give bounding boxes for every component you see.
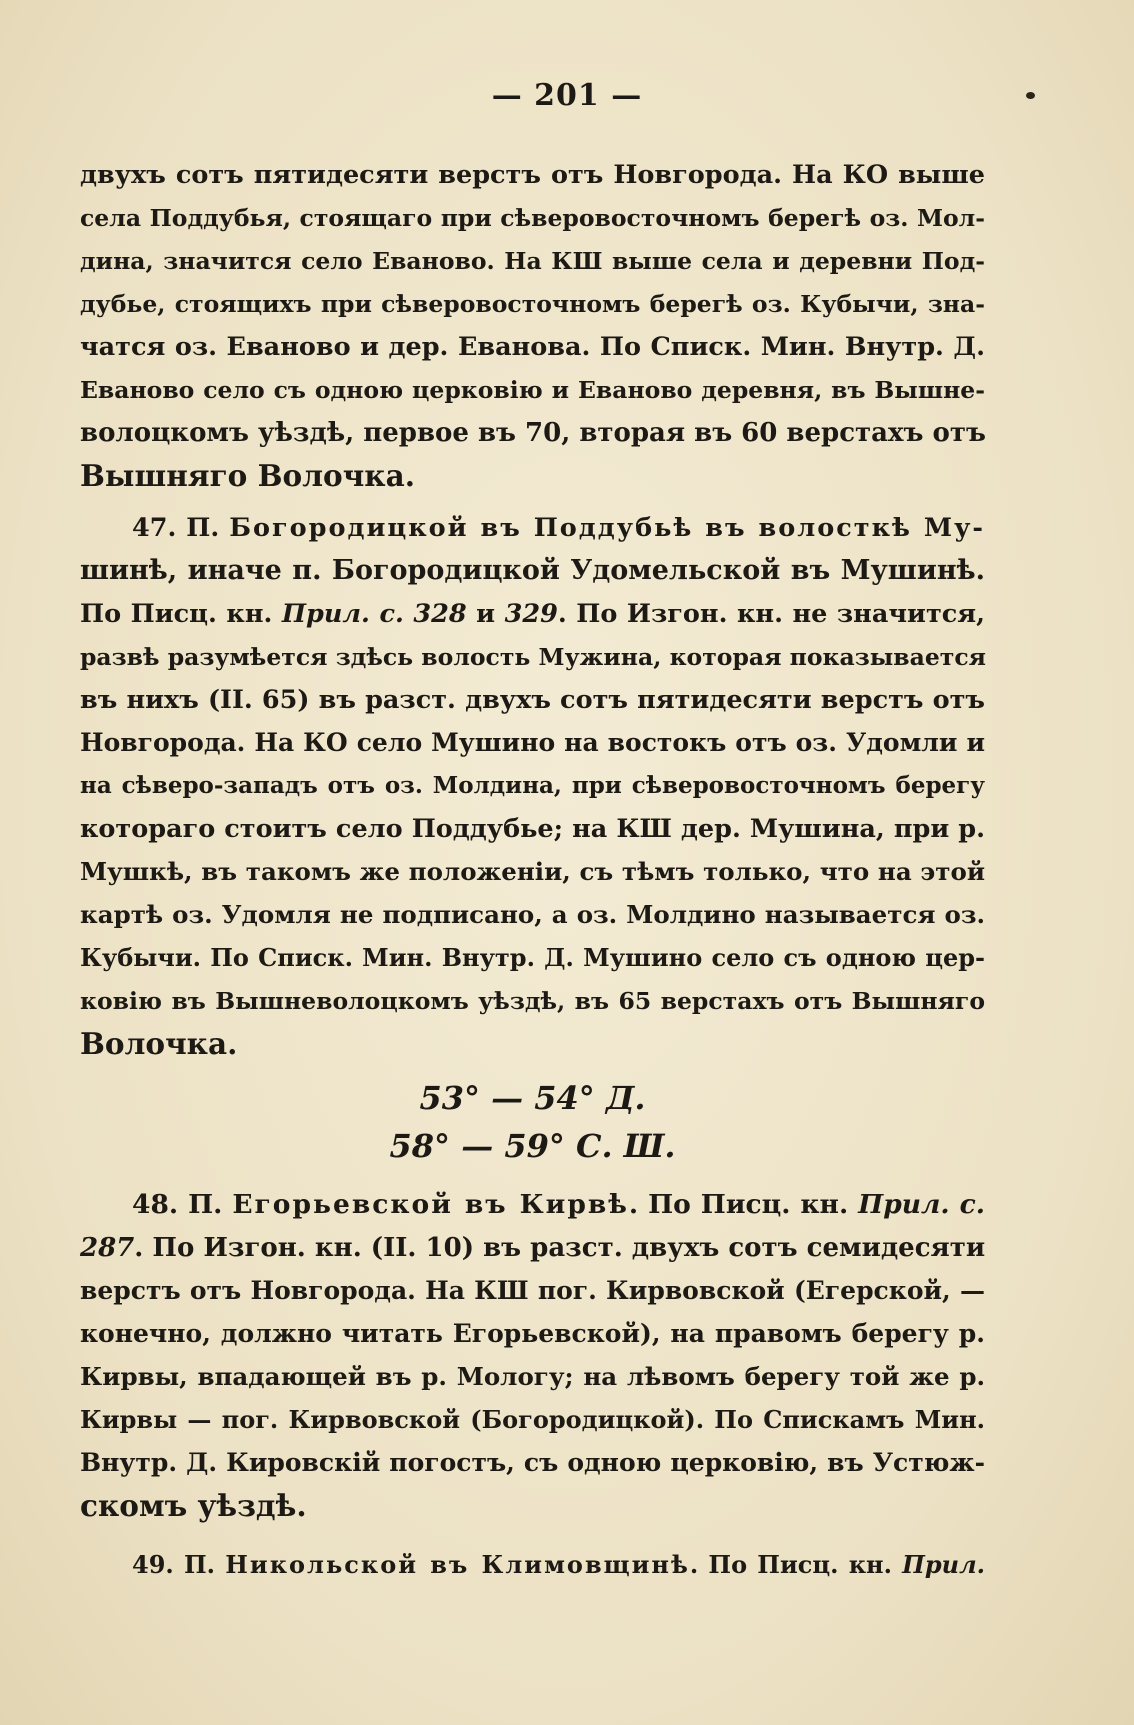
entry-title: Егорьевской въ Кирвѣ	[232, 1189, 629, 1220]
text-span: . По Изгон. кн. (II. 10) въ разст. двухъ сотъ семидесяти	[134, 1233, 986, 1263]
text-line: верстъ отъ Новгорода. На КШ пог. Кирвовской (Егерской, —	[80, 1276, 985, 1305]
entry-49-heading	[80, 1545, 985, 1585]
text-line: на сѣверо-западъ отъ оз. Молдина, при сѣверовосточномъ берегу	[80, 772, 985, 799]
text-span: и	[466, 599, 505, 629]
text-line: шинѣ, иначе п. Богородицкой Удомельской въ Мушинѣ.	[80, 555, 985, 586]
text-span: . По Писц. кн.	[628, 1189, 859, 1220]
text-line: дина, значится село Еваново. На КШ выше села и деревни Под-	[80, 247, 985, 275]
text-line: села Поддубья, стоящаго при сѣверовосточномъ берегѣ оз. Мол-	[80, 204, 985, 232]
entry-title: Богородицкой въ Поддубьѣ въ волосткѣ Му-	[229, 513, 985, 543]
entry-number: 49. П.	[132, 1550, 226, 1579]
entry-number: 47. П.	[132, 513, 230, 543]
text-line: Кирвы — пог. Кирвовской (Богородицкой). По Спискамъ Мин.	[80, 1405, 985, 1434]
italic-reference: 287	[80, 1233, 135, 1263]
text-line: въ нихъ (II. 65) въ разст. двухъ сотъ пятидесяти верстъ отъ	[80, 685, 985, 715]
text-line: Кубычи. По Списк. Мин. Внутр. Д. Мушино село съ одною цер-	[80, 943, 985, 972]
text-line: конечно, должно читать Егорьевской), на правомъ берегу р.	[80, 1319, 985, 1348]
text-line: ковію въ Вышневолоцкомъ уѣздѣ, въ 65 верстахъ отъ Вышняго	[80, 987, 985, 1015]
text-line	[80, 594, 985, 634]
italic-reference: Прил.	[902, 1550, 985, 1579]
entry-title: Никольской въ Климовщинѣ	[225, 1550, 690, 1579]
text-line: Вышняго Волочка.	[80, 458, 415, 493]
text-line: дубье, стоящихъ при сѣверовосточномъ берегѣ оз. Кубычи, зна-	[80, 290, 985, 318]
text-span: . По Изгон. кн. не значится,	[557, 599, 985, 629]
text-line: волоцкомъ уѣздѣ, первое въ 70, вторая въ 60 верстахъ отъ	[80, 418, 986, 448]
entry-47-heading	[80, 508, 985, 548]
text-line: чатся оз. Еваново и дер. Еванова. По Списк. Мин. Внутр. Д.	[80, 332, 985, 362]
latitude-heading: 58° — 59° С. Ш.	[389, 1127, 676, 1165]
entry-number: 48. П.	[132, 1189, 233, 1220]
text-line: Мушкѣ, въ такомъ же положеніи, съ тѣмъ только, что на этой	[80, 857, 985, 886]
italic-reference: 329	[504, 599, 558, 629]
italic-reference: Прил. с.	[858, 1189, 985, 1220]
text-line: котораго стоитъ село Поддубье; на КШ дер. Мушина, при р.	[80, 814, 985, 844]
longitude-heading: 53° — 54° Д.	[419, 1079, 646, 1117]
italic-reference: Прил. с. 328	[281, 599, 467, 629]
entry-48-heading	[80, 1185, 985, 1225]
text-line	[80, 1228, 985, 1268]
text-line: Внутр. Д. Кировскій погостъ, съ одною церковію, въ Устюж-	[80, 1448, 985, 1477]
text-line: двухъ сотъ пятидесяти верстъ отъ Новгорода. На КО выше	[80, 160, 985, 190]
text-line: Кирвы, впадающей въ р. Мологу; на лѣвомъ берегу той же р.	[80, 1362, 985, 1391]
text-line: Еваново село съ одною церковію и Еваново деревня, въ Вышне-	[80, 376, 985, 404]
page-number: — 201 —	[491, 78, 643, 113]
text-span: . По Писц. кн.	[689, 1550, 903, 1579]
text-line: картѣ оз. Удомля не подписано, а оз. Молдино называется оз.	[80, 900, 985, 929]
ink-speck	[1026, 92, 1035, 99]
text-line: Волочка.	[80, 1026, 238, 1061]
text-line: развѣ разумѣется здѣсь волость Мужина, которая показывается	[80, 643, 987, 671]
text-line: скомъ уѣздѣ.	[80, 1488, 307, 1523]
text-line: Новгорода. На КО село Мушино на востокъ отъ оз. Удомли и	[80, 728, 985, 757]
text-span: По Писц. кн.	[80, 599, 282, 629]
